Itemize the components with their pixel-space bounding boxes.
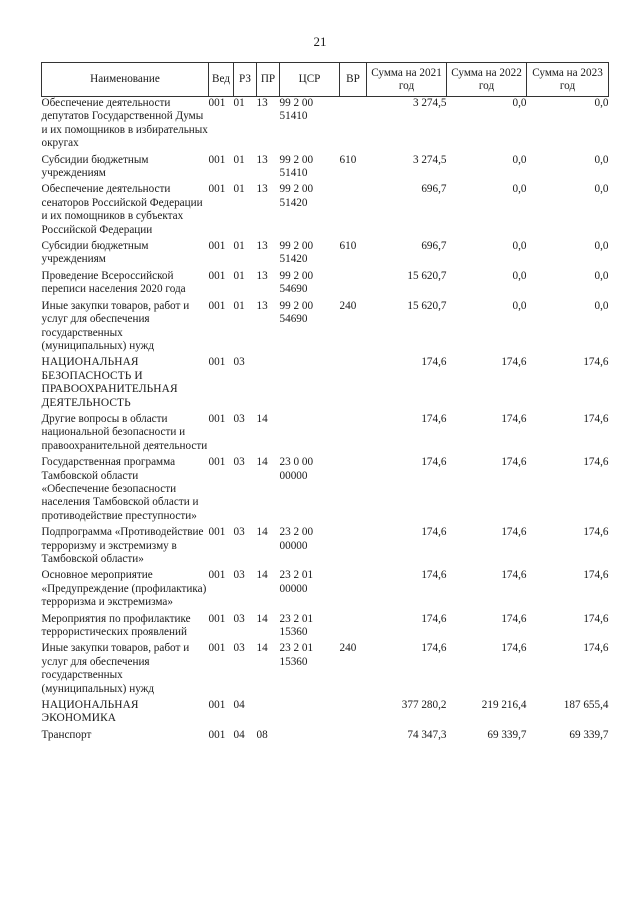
cell-name: Подпрограмма «Противодействие терроризму и экстремизму в Тамбовской области» bbox=[41, 526, 204, 565]
table-row bbox=[42, 240, 609, 270]
header-csr: ЦСР bbox=[280, 63, 340, 97]
cell-sum-2022: 174,6 bbox=[501, 569, 527, 582]
cell-sum-2023: 174,6 bbox=[583, 456, 609, 469]
table-header-row bbox=[42, 63, 609, 97]
cell-ved: 001 bbox=[208, 456, 226, 469]
table-body bbox=[42, 97, 609, 746]
cell-rz: 03 bbox=[233, 526, 245, 539]
table-row bbox=[42, 183, 609, 240]
cell-pr: 13 bbox=[256, 269, 268, 282]
cell-csr: 23 0 00 00000 bbox=[279, 456, 314, 482]
cell-ved: 001 bbox=[208, 153, 226, 166]
table-row bbox=[42, 97, 609, 154]
header-sum-2021: Сумма на 2021 год bbox=[367, 63, 447, 97]
cell-pr: 13 bbox=[256, 97, 268, 109]
cell-csr: 23 2 01 15360 bbox=[279, 612, 314, 639]
cell-sum-2023: 174,6 bbox=[583, 412, 609, 425]
cell-sum-2022: 174,6 bbox=[501, 356, 527, 369]
cell-sum-2021: 74 347,3 bbox=[407, 728, 447, 741]
cell-sum-2023: 174,6 bbox=[583, 526, 609, 539]
cell-vr: 610 bbox=[339, 153, 357, 166]
cell-name: Государственная программа Тамбовской области «Обеспечение безопасности населения Тамбовской области и противодействие преступности» bbox=[41, 456, 199, 522]
table-row bbox=[42, 356, 609, 413]
cell-csr bbox=[280, 356, 340, 413]
cell-ved: 001 bbox=[208, 356, 226, 369]
cell-pr: 13 bbox=[256, 153, 268, 166]
cell-pr: 13 bbox=[256, 183, 268, 196]
cell-rz: 01 bbox=[233, 153, 245, 166]
cell-pr: 14 bbox=[256, 642, 268, 655]
cell-rz: 03 bbox=[233, 456, 245, 469]
cell-sum-2021: 174,6 bbox=[421, 642, 447, 655]
cell-name: НАЦИОНАЛЬНАЯ ЭКОНОМИКА bbox=[41, 699, 139, 725]
cell-sum-2021: 696,7 bbox=[421, 240, 447, 253]
header-rz: РЗ bbox=[234, 63, 257, 97]
cell-csr: 23 2 01 15360 bbox=[279, 642, 314, 668]
cell-ved: 001 bbox=[208, 526, 226, 539]
cell-rz: 03 bbox=[233, 412, 245, 425]
cell-sum-2022: 0,0 bbox=[512, 240, 527, 253]
cell-csr: 99 2 00 51420 bbox=[279, 183, 314, 209]
cell-ved: 001 bbox=[208, 240, 226, 253]
budget-table bbox=[41, 62, 609, 745]
cell-sum-2023: 174,6 bbox=[583, 356, 609, 369]
cell-vr bbox=[340, 729, 367, 745]
cell-name: Иные закупки товаров, работ и услуг для обеспечения государственных (муниципальных) нужд bbox=[41, 642, 190, 695]
cell-sum-2022: 174,6 bbox=[501, 412, 527, 425]
cell-sum-2021: 377 280,2 bbox=[401, 699, 447, 712]
cell-vr bbox=[340, 183, 367, 240]
cell-sum-2022: 0,0 bbox=[512, 299, 527, 312]
table-row bbox=[42, 699, 609, 729]
cell-vr bbox=[340, 97, 367, 154]
cell-csr: 23 2 00 00000 bbox=[279, 526, 314, 552]
header-sum-2022: Сумма на 2022 год bbox=[447, 63, 527, 97]
table-row bbox=[42, 569, 609, 612]
cell-vr bbox=[340, 569, 367, 612]
cell-pr: 14 bbox=[256, 569, 268, 582]
cell-sum-2023: 0,0 bbox=[594, 269, 609, 282]
cell-sum-2022: 0,0 bbox=[512, 153, 527, 166]
cell-name: Обеспечение деятельности сенаторов Российской Федерации и их помощников в субъектах Российской Федерации bbox=[41, 183, 203, 236]
cell-rz: 03 bbox=[233, 642, 245, 655]
table-row bbox=[42, 413, 609, 456]
header-pr: ПР bbox=[257, 63, 280, 97]
table-row bbox=[42, 154, 609, 184]
table-row bbox=[42, 613, 609, 643]
table-row bbox=[42, 642, 609, 699]
cell-sum-2023: 0,0 bbox=[594, 97, 609, 109]
cell-rz: 01 bbox=[233, 97, 245, 109]
cell-vr: 610 bbox=[339, 240, 357, 253]
cell-csr bbox=[280, 699, 340, 729]
cell-name: Основное мероприятие «Предупреждение (профилактика) терроризма и экстремизма» bbox=[41, 569, 207, 609]
cell-sum-2023: 174,6 bbox=[583, 642, 609, 655]
cell-vr bbox=[340, 699, 367, 729]
cell-sum-2022: 219 216,4 bbox=[481, 699, 527, 712]
cell-sum-2022: 174,6 bbox=[501, 642, 527, 655]
cell-pr: 14 bbox=[256, 526, 268, 539]
cell-csr: 99 2 00 54690 bbox=[279, 269, 314, 296]
cell-ved: 001 bbox=[208, 412, 226, 425]
cell-rz: 04 bbox=[233, 699, 245, 712]
cell-sum-2023: 187 655,4 bbox=[563, 699, 609, 712]
header-vr: ВР bbox=[340, 63, 367, 97]
cell-sum-2021: 174,6 bbox=[421, 412, 447, 425]
cell-ved: 001 bbox=[208, 569, 226, 582]
cell-ved: 001 bbox=[208, 97, 226, 109]
cell-sum-2021: 15 620,7 bbox=[407, 269, 447, 282]
cell-rz: 01 bbox=[233, 269, 245, 282]
cell-pr: 08 bbox=[256, 728, 268, 741]
cell-sum-2022: 0,0 bbox=[512, 183, 527, 196]
cell-rz: 04 bbox=[233, 728, 245, 741]
cell-sum-2023: 69 339,7 bbox=[569, 728, 609, 741]
table-row bbox=[42, 300, 609, 357]
cell-rz: 01 bbox=[233, 240, 245, 253]
cell-csr bbox=[280, 413, 340, 456]
cell-sum-2021: 174,6 bbox=[421, 356, 447, 369]
cell-sum-2021: 3 274,5 bbox=[412, 97, 447, 109]
cell-rz: 03 bbox=[233, 612, 245, 625]
cell-sum-2021: 696,7 bbox=[421, 183, 447, 196]
cell-name: Субсидии бюджетным учреждениям bbox=[41, 153, 149, 180]
table-row bbox=[42, 729, 609, 745]
cell-csr: 99 2 00 51420 bbox=[279, 240, 314, 266]
cell-ved: 001 bbox=[208, 269, 226, 282]
cell-name: Иные закупки товаров, работ и услуг для обеспечения государственных (муниципальных) нужд bbox=[41, 299, 190, 352]
cell-rz: 03 bbox=[233, 569, 245, 582]
table-row bbox=[42, 270, 609, 300]
cell-vr bbox=[340, 270, 367, 300]
header-ved: Вед bbox=[209, 63, 234, 97]
cell-name: НАЦИОНАЛЬНАЯ БЕЗОПАСНОСТЬ И ПРАВООХРАНИТЕЛЬНАЯ ДЕЯТЕЛЬНОСТЬ bbox=[41, 356, 178, 409]
cell-sum-2021: 3 274,5 bbox=[412, 153, 447, 166]
cell-pr: 14 bbox=[256, 612, 268, 625]
cell-ved: 001 bbox=[208, 642, 226, 655]
cell-vr bbox=[340, 413, 367, 456]
cell-sum-2021: 174,6 bbox=[421, 612, 447, 625]
cell-pr: 13 bbox=[256, 240, 268, 253]
page-number: 21 bbox=[313, 34, 327, 49]
cell-ved: 001 bbox=[208, 299, 226, 312]
cell-rz: 01 bbox=[233, 183, 245, 196]
cell-vr bbox=[340, 613, 367, 643]
cell-name: Транспорт bbox=[41, 728, 92, 741]
cell-name: Мероприятия по профилактике террористических проявлений bbox=[41, 612, 191, 639]
cell-sum-2022: 0,0 bbox=[512, 269, 527, 282]
cell-name: Субсидии бюджетным учреждениям bbox=[41, 240, 149, 266]
cell-sum-2022: 174,6 bbox=[501, 612, 527, 625]
cell-sum-2021: 174,6 bbox=[421, 569, 447, 582]
header-name: Наименование bbox=[42, 63, 209, 97]
cell-sum-2023: 0,0 bbox=[594, 299, 609, 312]
cell-sum-2021: 174,6 bbox=[421, 456, 447, 469]
cell-rz: 01 bbox=[233, 299, 245, 312]
cell-sum-2021: 15 620,7 bbox=[407, 299, 447, 312]
cell-name: Обеспечение деятельности депутатов Государственной Думы и их помощников в избирательных округах bbox=[41, 97, 208, 150]
cell-sum-2023: 174,6 bbox=[583, 612, 609, 625]
cell-ved: 001 bbox=[208, 728, 226, 741]
cell-pr bbox=[257, 699, 280, 729]
cell-pr: 14 bbox=[256, 412, 268, 425]
cell-pr: 13 bbox=[256, 299, 268, 312]
cell-vr bbox=[340, 356, 367, 413]
cell-vr bbox=[340, 456, 367, 526]
cell-name: Проведение Всероссийской переписи населения 2020 года bbox=[41, 269, 186, 296]
cell-csr: 99 2 00 51410 bbox=[279, 97, 314, 123]
cell-sum-2023: 0,0 bbox=[594, 240, 609, 253]
cell-ved: 001 bbox=[208, 699, 226, 712]
cell-sum-2022: 0,0 bbox=[512, 97, 527, 109]
cell-pr: 14 bbox=[256, 456, 268, 469]
cell-rz: 03 bbox=[233, 356, 245, 369]
cell-ved: 001 bbox=[208, 183, 226, 196]
cell-sum-2023: 0,0 bbox=[594, 153, 609, 166]
cell-sum-2021: 174,6 bbox=[421, 526, 447, 539]
cell-csr: 99 2 00 51410 bbox=[279, 153, 314, 180]
cell-name: Другие вопросы в области национальной безопасности и правоохранительной деятельности bbox=[41, 412, 208, 452]
cell-csr: 23 2 01 00000 bbox=[279, 569, 314, 595]
cell-csr bbox=[280, 729, 340, 745]
cell-sum-2022: 69 339,7 bbox=[487, 728, 527, 741]
cell-csr: 99 2 00 54690 bbox=[279, 299, 314, 326]
header-sum-2023: Сумма на 2023 год bbox=[527, 63, 609, 97]
cell-vr bbox=[340, 526, 367, 569]
cell-pr bbox=[257, 356, 280, 413]
cell-sum-2023: 0,0 bbox=[594, 183, 609, 196]
cell-vr: 240 bbox=[339, 642, 357, 655]
cell-sum-2022: 174,6 bbox=[501, 456, 527, 469]
cell-sum-2023: 174,6 bbox=[583, 569, 609, 582]
table-row bbox=[42, 526, 609, 569]
cell-ved: 001 bbox=[208, 612, 226, 625]
cell-vr: 240 bbox=[339, 299, 357, 312]
table-row bbox=[42, 456, 609, 526]
cell-sum-2022: 174,6 bbox=[501, 526, 527, 539]
